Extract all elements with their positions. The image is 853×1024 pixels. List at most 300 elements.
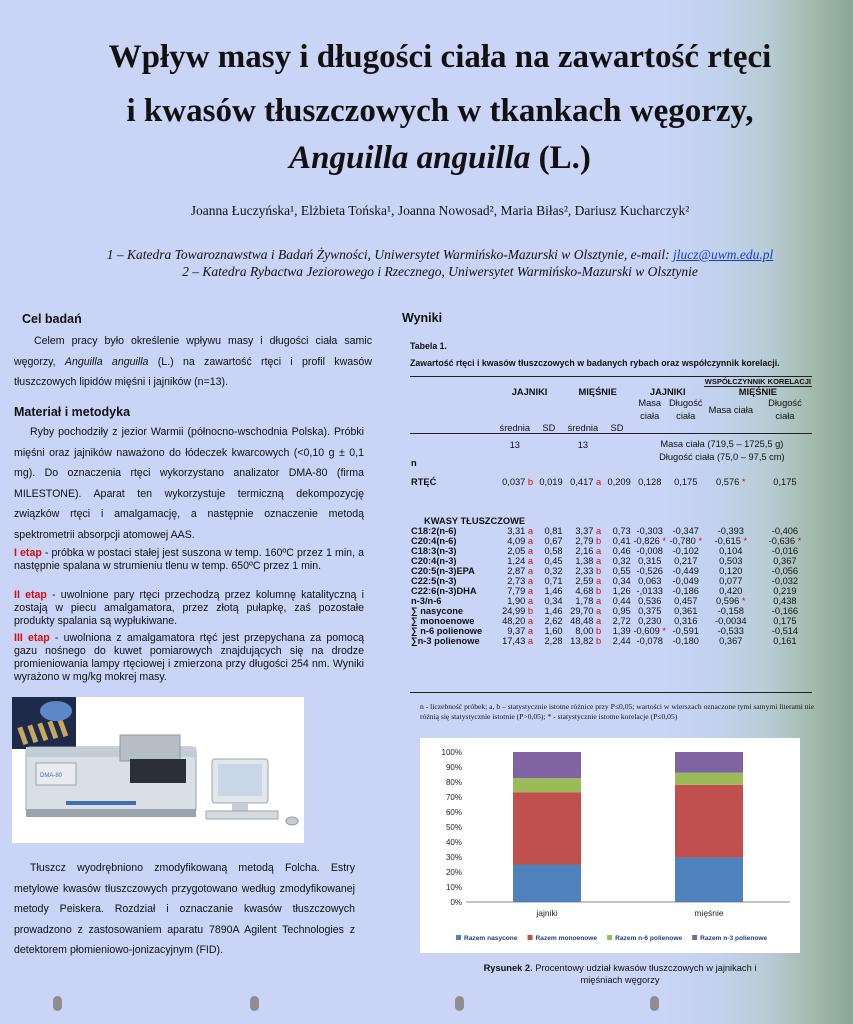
corr-2 <box>668 626 704 636</box>
row-name <box>410 616 496 626</box>
y-tick-label: 60% <box>445 808 462 817</box>
corr-value: -0,186 <box>672 585 699 596</box>
muscle-letter: b <box>596 635 602 646</box>
corr-value: -0,008 <box>636 545 663 556</box>
ovary-letter: a <box>527 575 534 586</box>
corr-value: -0,180 <box>672 635 699 646</box>
ovary-letter: a <box>527 555 534 566</box>
ovary-letter: a <box>527 545 534 556</box>
corr-value: -0,615 <box>714 535 741 546</box>
muscle-sd-value: 0,95 <box>612 605 631 616</box>
corr-value: -0,514 <box>771 625 799 636</box>
stage-1 <box>14 547 364 573</box>
ovary-sd-value: 0,34 <box>544 595 563 606</box>
fatty-acids-heading: KWASY TŁUSZCZOWE <box>424 515 526 526</box>
figure-caption <box>470 962 770 986</box>
bar-segment-mięśnie-4 <box>675 752 743 773</box>
results-table <box>410 376 812 646</box>
legend-swatch <box>692 935 697 940</box>
aim-heading: Cel badań <box>22 312 82 326</box>
stage-1-label: I etap <box>14 547 42 559</box>
corr-value: 0,457 <box>674 595 698 606</box>
table-row <box>410 596 812 606</box>
row-name-text: C22:6(n-3)DHA <box>411 585 477 596</box>
figure-caption-text: Procentowy udział kwasów tłuszczowych w jajnikach i mięśniach węgorzy <box>532 963 757 985</box>
results-heading: Wyniki <box>402 311 443 325</box>
muscle-mean <box>564 556 603 566</box>
ovary-mean <box>496 576 535 586</box>
muscle-mean <box>564 566 603 576</box>
corr-1 <box>632 616 668 626</box>
ovary-sd-value: 1,60 <box>544 625 563 636</box>
corr-2 <box>668 526 704 536</box>
row-name-text: C20:4(n-6) <box>411 535 457 546</box>
ovary-sd-value: 0,81 <box>544 525 563 536</box>
corr-value: -0,533 <box>717 625 744 636</box>
table-row <box>410 566 812 576</box>
corr-value: 0,161 <box>773 635 797 646</box>
table-row <box>410 556 812 566</box>
corr-value: 0,104 <box>719 545 743 556</box>
corr-value: 0,175 <box>773 476 797 487</box>
corr-2 <box>668 586 704 596</box>
corr-1 <box>632 468 668 496</box>
ovary-mean <box>496 626 535 636</box>
row-name-text: C18:3(n-3) <box>411 545 457 556</box>
row-name <box>410 606 496 616</box>
corr-value: 0,420 <box>719 585 743 596</box>
aim-text-2: (L.) na zawartość rtęci i profil kwasów tłuszczowych lipidów mięśni i jajników (n=13). <box>14 355 372 389</box>
ovary-sd <box>534 596 564 606</box>
stage-3-text: - uwolniona z amalgamatora rtęć jest przepychana za pomocą gazu nośnego do kuwet pomiarowych znajdujących się na drodze promieniowania lampy rtęciowej i zmierzona przy długości 254 nm. Wyniki wyrażono w mg/kg mokrej masy. <box>14 632 365 683</box>
corr-value: -0,591 <box>672 625 699 636</box>
corr-4 <box>758 576 812 586</box>
ovary-mean-value: 24,99 <box>502 605 526 616</box>
ovary-sd-value: 0,32 <box>544 565 563 576</box>
row-name-text: C20:4(n-3) <box>411 555 457 566</box>
corr-value: -0,780 <box>669 535 696 546</box>
affiliation-1 <box>40 247 840 263</box>
corr-2 <box>668 606 704 616</box>
muscle-mean-value: 13,82 <box>570 635 594 646</box>
bar-segment-mięśnie-3 <box>675 773 743 785</box>
ovary-letter: a <box>527 635 534 646</box>
ovary-letter: a <box>527 585 534 596</box>
row-name <box>410 468 496 496</box>
corr-3 <box>704 616 758 626</box>
corr-3 <box>704 468 758 496</box>
muscle-sd <box>602 606 632 616</box>
muscle-mean <box>564 546 603 556</box>
corr-value: 0,175 <box>773 615 797 626</box>
legend-label: Razem n-3 polienowe <box>700 935 768 942</box>
bar-segment-jajniki-1 <box>513 865 581 902</box>
ovary-mean <box>496 556 535 566</box>
corr-3 <box>704 526 758 536</box>
ovary-mean <box>496 526 535 536</box>
muscle-mean-value: 0,417 <box>570 476 594 487</box>
muscle-sd <box>602 468 632 496</box>
significance-star: * <box>741 595 746 606</box>
muscle-letter: a <box>596 605 602 616</box>
corr-1 <box>632 576 668 586</box>
y-tick-label: 30% <box>445 853 462 862</box>
corr-2 <box>668 536 704 546</box>
muscle-sd-value: 0,34 <box>612 575 631 586</box>
corr-4 <box>758 606 812 616</box>
fatty-acid-chart <box>420 738 800 953</box>
aim-paragraph <box>14 331 372 393</box>
mass-header-1: Masa ciała <box>638 398 662 421</box>
corr-3 <box>704 536 758 546</box>
muscle-letter: a <box>596 476 602 487</box>
muscle-mean <box>564 626 603 636</box>
significance-star: * <box>698 535 703 546</box>
corr-4 <box>758 626 812 636</box>
aim-species: Anguilla anguilla <box>64 355 149 368</box>
muscle-sd <box>602 636 632 646</box>
corr-value: 0,120 <box>719 565 743 576</box>
muscle-mean-value: 2,16 <box>575 545 594 556</box>
corr-2 <box>668 576 704 586</box>
corr-value: 0,128 <box>638 476 662 487</box>
y-tick-label: 70% <box>445 793 462 802</box>
muscle-mean <box>564 586 603 596</box>
ovary-mean-value: 4,09 <box>507 535 526 546</box>
legend-swatch <box>456 935 461 940</box>
device-label: DMA-80 <box>40 773 63 779</box>
muscle-sd-value: 2,44 <box>612 635 631 646</box>
muscle-sd <box>602 586 632 596</box>
muscle-mean-value: 48,48 <box>570 615 594 626</box>
corr-4 <box>758 596 812 606</box>
ovary-sd-value: 0,019 <box>539 476 563 487</box>
table-row <box>410 626 812 636</box>
muscle-letter: b <box>596 565 602 576</box>
corr-value: 0,596 <box>716 595 740 606</box>
muscle-mean <box>564 536 603 546</box>
table-row <box>410 546 812 556</box>
ovary-sd-value: 2,62 <box>544 615 563 626</box>
corr-value: 0,219 <box>773 585 797 596</box>
muscle-mean <box>564 606 603 616</box>
row-name-text: C20:5(n-3)EPA <box>411 565 475 576</box>
ovary-sd-value: 0,71 <box>544 575 563 586</box>
significance-star: * <box>662 625 667 636</box>
ovary-mean-value: 7,79 <box>507 585 526 596</box>
corr-value: -0,049 <box>672 575 699 586</box>
ovary-sd <box>534 526 564 536</box>
corr-2 <box>668 556 704 566</box>
corr-3 <box>704 556 758 566</box>
ovary-letter: a <box>527 535 534 546</box>
legend-swatch <box>607 935 612 940</box>
corr-1 <box>632 536 668 546</box>
length-header-2: Długość ciała <box>768 398 802 421</box>
y-tick-label: 0% <box>450 898 462 907</box>
category-label: jajniki <box>536 908 558 918</box>
y-tick-label: 40% <box>445 838 462 847</box>
table-bottom-rule <box>410 692 812 693</box>
ovary-letter: b <box>527 476 534 487</box>
corr-3 <box>704 546 758 556</box>
mass-header-2: Masa ciała <box>708 404 754 415</box>
corr-value: -0,166 <box>771 605 799 616</box>
ovary-sd-value: 0,58 <box>544 545 563 556</box>
muscle-sd <box>602 596 632 606</box>
corr-value: 0,315 <box>638 555 662 566</box>
ovary-mean <box>496 566 535 576</box>
row-name <box>410 546 496 556</box>
corr-3 <box>704 606 758 616</box>
row-name-text: ∑ monoenowe <box>411 615 475 626</box>
significance-star: * <box>662 535 667 546</box>
stage-3-label: III etap <box>14 632 50 644</box>
muscle-mean <box>564 468 603 496</box>
methods-paragraph: Ryby pochodziły z jezior Warmii (północno-wschodnia Polska). Próbki mięśni oraz jajników naważono do łódeczek kwarcowych (<0,10 g ± 0,1 mg). Do oznaczenia rtęci wykorzystano analizator DMA-80 (firma MILESTONE). Aparat ten wykorzystuje termiczną dekompozycję związków rtęci i amalgamację, a następnie oznaczenie metodą spektrometrii absorpcji atomowej AAS. <box>14 426 364 541</box>
length-header-1: Długość ciała <box>668 398 703 421</box>
affiliation-1-text: 1 – Katedra Towaroznawstwa i Badań Żywności, Uniwersytet Warmińsko-Mazurski w Olsztynie, e-mail: <box>106 247 674 262</box>
corr-value: -0,016 <box>771 545 799 556</box>
stage-1-text: - próbka w postaci stałej jest suszona w temp. 160ºC przez 1 min, a następnie spalana w strumieniu tlenu w temp. 650ºC przez 1 min. <box>14 547 365 572</box>
muscle-sd-value: 0,46 <box>612 545 631 556</box>
corr-2 <box>668 636 704 646</box>
corr-3 <box>704 626 758 636</box>
corr-1 <box>632 626 668 636</box>
species-author: (L.) <box>530 140 591 176</box>
muscle-sd-value: 0,32 <box>612 555 631 566</box>
ovary-mean <box>496 636 535 646</box>
ovary-sd <box>534 556 564 566</box>
corr-4 <box>758 546 812 556</box>
muscle-sd-value: 0,44 <box>612 595 631 606</box>
muscle-letter: a <box>596 615 602 626</box>
row-name <box>410 566 496 576</box>
table-row <box>410 636 812 646</box>
muscle-sd <box>602 626 632 636</box>
mean-header-1: średnia <box>499 423 531 433</box>
y-tick-label: 20% <box>445 868 462 877</box>
ovary-letter: a <box>527 615 534 626</box>
ovary-sd-value: 1,46 <box>544 585 563 596</box>
corr-1 <box>632 546 668 556</box>
corr-3 <box>704 596 758 606</box>
muscle-mean-value: 2,59 <box>575 575 594 586</box>
poster-title-line1: Wpływ masy i długości ciała na zawartość rtęci <box>108 39 772 75</box>
muscle-letter: b <box>596 585 602 596</box>
stage-2 <box>14 589 364 628</box>
ovary-sd <box>534 546 564 556</box>
muscle-mean-value: 2,33 <box>575 565 594 576</box>
row-name-text: ∑ nasycone <box>411 605 464 616</box>
ovary-sd <box>534 576 564 586</box>
muscle-mean-value: 2,79 <box>575 535 594 546</box>
n-muscle: 13 <box>577 440 589 450</box>
corr-value: -0,636 <box>768 535 795 546</box>
muscle-sd-value: 0,55 <box>612 565 631 576</box>
dma80-photo <box>12 697 304 843</box>
row-name-text: C22:5(n-3) <box>411 575 457 586</box>
muscle-letter: b <box>596 625 602 636</box>
ovary-letter: a <box>527 525 534 536</box>
ovary-sd-value: 0,67 <box>544 535 563 546</box>
muscle-sd <box>602 526 632 536</box>
ovary-sd <box>534 586 564 596</box>
row-name <box>410 586 496 596</box>
muscle-header: MIĘŚNIE <box>578 386 617 397</box>
methods-heading: Materiał i metodyka <box>14 405 131 419</box>
mass-range: Masa ciała (719,5 – 1725,5 g) <box>660 438 784 449</box>
row-name-text: C18:2(n-6) <box>411 525 457 536</box>
row-name-text: ∑ n-6 polienowe <box>411 625 483 636</box>
corr-value: 0,316 <box>674 615 698 626</box>
corr-value: -0,347 <box>672 525 699 536</box>
corr-value: 0,536 <box>638 595 662 606</box>
ovary-mean-value: 2,87 <box>507 565 526 576</box>
corr-value: -0,526 <box>636 565 663 576</box>
table-row <box>410 468 812 496</box>
muscle-mean-value: 8,00 <box>575 625 594 636</box>
legend-label: Razem nasycone <box>464 935 518 942</box>
range-cell <box>632 434 812 468</box>
corr-3 <box>704 566 758 576</box>
muscle-sd-value: 0,73 <box>612 525 631 536</box>
table-row <box>410 616 812 626</box>
authors: Joanna Łuczyńska¹, Elżbieta Tońska¹, Joanna Nowosad², Maria Biłas², Dariusz Kucharczyk² <box>190 203 690 218</box>
ovary-mean-value: 0,037 <box>502 476 526 487</box>
muscle-mean-value: 4,68 <box>575 585 594 596</box>
corr-value: -0,102 <box>672 545 699 556</box>
table-row <box>410 526 812 536</box>
ovary-sd-value: 2,28 <box>544 635 563 646</box>
ovary-letter: a <box>527 565 534 576</box>
stage-3 <box>14 632 364 684</box>
ovary-mean <box>496 546 535 556</box>
muscle-letter: b <box>596 535 602 546</box>
ovary-sd-value: 0,45 <box>544 555 563 566</box>
stage-2-text: - uwolnione pary rtęci przechodzą przez kolumnę katalityczną i zostają w piecu amalgamatora, przez złotą pułapkę, zaś pozostałe produkty spalania są wypłukiwane. <box>14 589 364 627</box>
y-tick-label: 100% <box>441 748 462 757</box>
n-ovary: 13 <box>509 440 520 450</box>
muscle-letter: a <box>596 555 602 566</box>
corr-1 <box>632 606 668 616</box>
corr-value: -0,056 <box>771 565 799 576</box>
corr-header: WSPÓŁCZYNNIK KORELACJI <box>704 377 811 386</box>
corr-4 <box>758 556 812 566</box>
affiliation-2: 2 – Katedra Rybactwa Jeziorowego i Rzecznego, Uniwersytet Warmińsko-Mazurski w Olsztynie <box>182 264 698 279</box>
category-label: mięśnie <box>694 908 724 918</box>
corr-1 <box>632 596 668 606</box>
corr-1 <box>632 526 668 536</box>
corr-value: -,0133 <box>636 585 663 596</box>
table-label: Tabela 1. <box>410 341 447 351</box>
poster-title-line2: i kwasów tłuszczowych w tkankach węgorzy, <box>126 93 754 129</box>
sd-header-1: SD <box>542 423 556 433</box>
binder-ring-2 <box>250 996 259 1011</box>
binder-ring-1 <box>53 996 62 1011</box>
muscle-sd <box>602 546 632 556</box>
ovary-sd <box>534 616 564 626</box>
muscle-sd-value: 0,41 <box>612 535 631 546</box>
ovary-mean <box>496 616 535 626</box>
corr-value: -0,303 <box>636 525 663 536</box>
corr-4 <box>758 526 812 536</box>
legend-label: Razem monoenowe <box>535 935 598 942</box>
muscle-letter: a <box>596 525 602 536</box>
corr-3 <box>704 576 758 586</box>
muscle-letter: a <box>596 575 602 586</box>
muscle-sd <box>602 576 632 586</box>
ovary-mean-value: 9,37 <box>507 625 526 636</box>
row-name <box>410 526 496 536</box>
muscle-mean <box>564 636 603 646</box>
corr-value: -0,158 <box>717 605 744 616</box>
corr-1 <box>632 566 668 576</box>
muscle-mean-value: 1,78 <box>575 595 594 606</box>
row-name <box>410 626 496 636</box>
muscle-mean <box>564 576 603 586</box>
significance-star: * <box>797 535 802 546</box>
ovary-mean-value: 2,05 <box>507 545 526 556</box>
muscle-mean-value: 3,37 <box>575 525 594 536</box>
corr-muscle-header: MIĘŚNIE <box>738 387 777 397</box>
row-name <box>410 556 496 566</box>
corr-4 <box>758 566 812 576</box>
y-tick-label: 10% <box>445 883 462 892</box>
corr-value: -0,078 <box>636 635 663 646</box>
legend-label: Razem n-6 polienowe <box>615 935 683 942</box>
legend-swatch <box>528 935 533 940</box>
ovary-mean <box>496 586 535 596</box>
corr-value: -0,449 <box>672 565 699 576</box>
corr-3 <box>704 636 758 646</box>
muscle-mean <box>564 526 603 536</box>
ovary-sd <box>534 536 564 546</box>
corr-2 <box>668 546 704 556</box>
corr-value: 0,503 <box>719 555 743 566</box>
table-row <box>410 586 812 596</box>
email-link[interactable]: jlucz@uwm.edu.pl <box>673 247 774 262</box>
corr-value: 0,367 <box>719 635 743 646</box>
row-name <box>410 536 496 546</box>
table-note: n - liczebność próbek; a, b – statystycznie istotne różnice przy P≤0,05; wartości w wierszach oznaczone tymi samymi literami nie różnią się statystycznie istotnie (P>0,05); * - statystycznie istotne korelacje (P≤0,05) <box>420 702 815 721</box>
ovary-mean <box>496 596 535 606</box>
ovary-sd <box>534 626 564 636</box>
muscle-sd <box>602 616 632 626</box>
corr-value: -0,0034 <box>715 615 747 626</box>
corr-4 <box>758 586 812 596</box>
aim-text-1: Celem pracy było określenie wpływu masy i długości ciała samic węgorzy, <box>14 335 372 368</box>
ovary-mean-value: 17,43 <box>502 635 526 646</box>
ovary-sd <box>534 606 564 616</box>
y-tick-label: 80% <box>445 778 462 787</box>
row-name <box>410 576 496 586</box>
muscle-mean <box>564 596 603 606</box>
corr-2 <box>668 468 704 496</box>
corr-value: -0,826 <box>633 535 660 546</box>
muscle-sd-value: 1,39 <box>612 625 631 636</box>
corr-value: 0,217 <box>674 555 698 566</box>
corr-4 <box>758 468 812 496</box>
length-range: Długość ciała (75,0 – 97,5 cm) <box>659 451 785 462</box>
muscle-mean-value: 29,70 <box>570 605 594 616</box>
corr-value: 0,361 <box>674 605 698 616</box>
muscle-sd-value: 1,26 <box>612 585 631 596</box>
row-name-text: ∑n-3 polienowe <box>411 635 480 646</box>
corr-1 <box>632 586 668 596</box>
ovary-header: JAJNIKI <box>511 386 548 397</box>
bar-segment-jajniki-3 <box>513 778 581 792</box>
